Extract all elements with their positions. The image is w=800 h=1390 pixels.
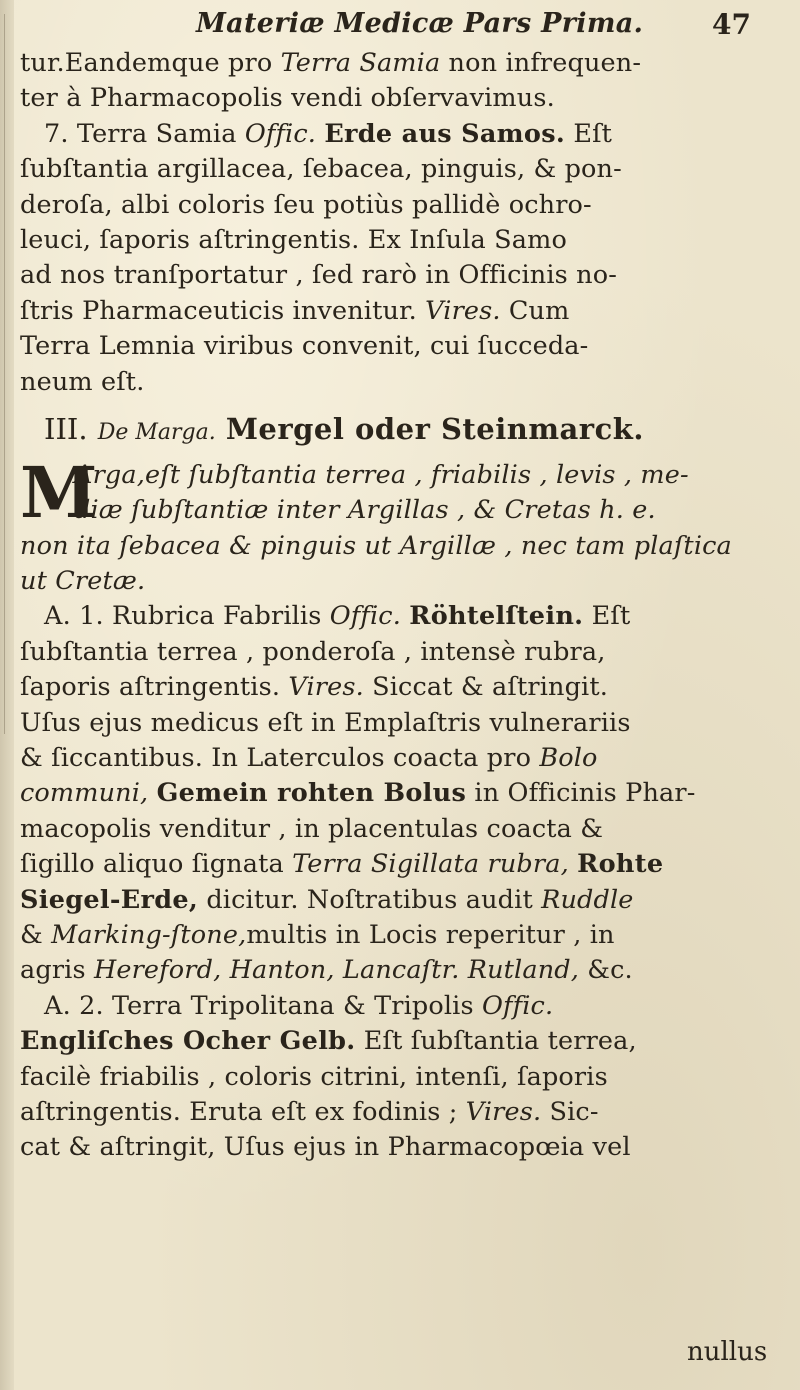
text-line [20,294,790,329]
italic-run: Ruddle [541,884,634,915]
blackletter-run: Gemein rohten Bolus [156,778,467,809]
text-run: ſaporis aſtringentis. [20,672,289,703]
italic-run: communi, [20,778,149,809]
text-run: macopolis venditur , in placentulas coacta & [20,813,604,844]
text-run: Eſt ſubſtantia terrea, [355,1026,637,1057]
text-run: cat & aſtringit, Uſus ejus in Pharmacopœia vel [20,1132,631,1163]
text-run: Terra Lemnia viribus convenit, cui ſucceda- [20,331,589,362]
text-line [20,918,790,953]
section-latin-title: De Marga. [97,419,216,445]
catchword: nullus [687,1337,768,1367]
text-line [20,1024,790,1059]
text-line [20,529,790,564]
italic-run: Vires. [465,1096,542,1127]
blackletter-run: Engliſches Ocher Gelb. [20,1026,356,1057]
text-run: A. 2. Terra Tripolitana & Tripolis [44,990,482,1021]
text-run: ſtris Pharmaceuticis invenitur. [20,295,426,326]
text-run: ſubſtantia argillacea, ſebacea, pinguis, & pon- [20,154,622,185]
text-run: Uſus ejus medicus eſt in Emplaſtris vulnerariis [20,707,631,738]
text-line [20,458,790,493]
text-run: ter à Pharmacopolis vendi obſervavimus. [20,83,555,114]
text-line [20,1060,790,1095]
text-run: non infrequen- [440,48,642,78]
text-line [20,989,790,1024]
italic-run: Terra Samia [280,48,441,78]
text-run: dicitur. Noſtratibus audit [198,884,542,915]
blackletter-run: Erde aus Samos. [324,118,566,149]
page-gutter [0,0,14,1390]
italic-run: Offic. [481,990,554,1021]
text-run: leuci, ſaporis aſtringentis. Ex Inſula Samo [20,224,567,255]
text-line [20,258,790,293]
italic-run: non ita ſebacea & pinguis ut Argillæ , nec tam plaſtica [20,530,732,561]
text-line [20,953,790,988]
text-run: & ſiccantibus. In Laterculos coacta pro [20,743,540,774]
text-run [401,601,409,631]
text-line [20,46,790,81]
text-line [20,329,790,364]
blackletter-run: Rohte [577,849,664,880]
text-run [569,849,577,879]
text-line [20,152,790,187]
text-run: Eſt [583,601,631,632]
text-run: ſigillo aliquo ſignata [20,849,293,880]
text-run: multis in Locis reperitur , in [246,919,615,950]
text-line [20,706,790,741]
margin-rule [4,14,5,734]
text-line [20,223,790,258]
text-line [20,635,790,670]
drop-cap: M [20,450,98,534]
italic-run: Hereford, Hanton, Lancaſtr. Rutland, [93,955,580,986]
text-run: ad nos tranſportatur , ſed rarò in Officinis no- [20,260,618,291]
text-run: aſtringentis. Eruta eſt ex fodinis ; [20,1096,466,1127]
text-run: Eſt [565,118,613,149]
text-line [20,365,790,400]
text-run: facilè friabilis , coloris citrini, intenſi, ſaporis [20,1061,608,1092]
paragraph-terra-samia [20,46,790,400]
text-run: Sic- [541,1096,599,1127]
text-line [20,812,790,847]
text-line [20,117,790,152]
blackletter-run: Röhtelſtein. [409,601,584,632]
text-line [20,1095,790,1130]
text-run [148,778,156,808]
italic-run: Offic. [329,601,401,632]
italic-run: Bolo [539,743,598,774]
italic-run: Vires. [425,295,501,326]
text-run: tur.Eandemque pro [20,48,281,78]
page-number: 47 [712,8,751,41]
blackletter-run: Siegel-Erde, [20,884,199,915]
italic-run: Terra Sigillata rubra, [292,849,569,880]
text-run: & [20,919,52,950]
italic-run: diæ ſubſtantiæ inter Argillas , & Cretas h. e. [74,495,656,526]
text-line [20,776,790,811]
text-line [20,599,790,634]
italic-run: ut Cretæ. [20,566,146,597]
text-run: 7. Terra Samia [44,118,245,149]
text-run: ſubſtantia terrea , ponderoſa , intensè rubra, [20,636,606,667]
paragraph-marga [20,450,790,1166]
text-line [20,883,790,918]
italic-run: Offic. [244,118,317,149]
paragraph-lines [20,450,790,1166]
text-line [20,670,790,705]
text-run: neum eſt. [20,366,145,397]
text-run: Siccat & aſtringit. [363,672,609,703]
text-line [20,188,790,223]
body-text [20,46,790,1166]
running-title: Materiæ Medicæ Pars Prima. [196,8,644,39]
text-line [20,847,790,882]
text-line [20,741,790,776]
section-number: III. [44,411,88,446]
text-run: deroſa, albi coloris ſeu potiùs pallidè ochro- [20,189,592,220]
page-header [0,8,800,46]
section-german-title: Mergel oder Steinmarck. [225,411,644,446]
text-line [20,564,790,599]
text-run: Cum [500,295,570,326]
text-line [20,493,790,528]
text-run: agris [20,955,94,986]
text-run: A. 1. Rubrica Fabrilis [44,601,330,632]
text-line [20,1130,790,1165]
section-heading [20,400,790,458]
italic-run: Marking-ſtone, [51,919,247,950]
italic-run: Vires. [288,672,364,703]
text-run: in Officinis Phar- [466,778,696,809]
text-line [20,81,790,116]
text-run: &c. [579,955,633,986]
italic-run: Arga,eſt ſubſtantia terrea , friabilis , levis , me- [74,459,689,490]
